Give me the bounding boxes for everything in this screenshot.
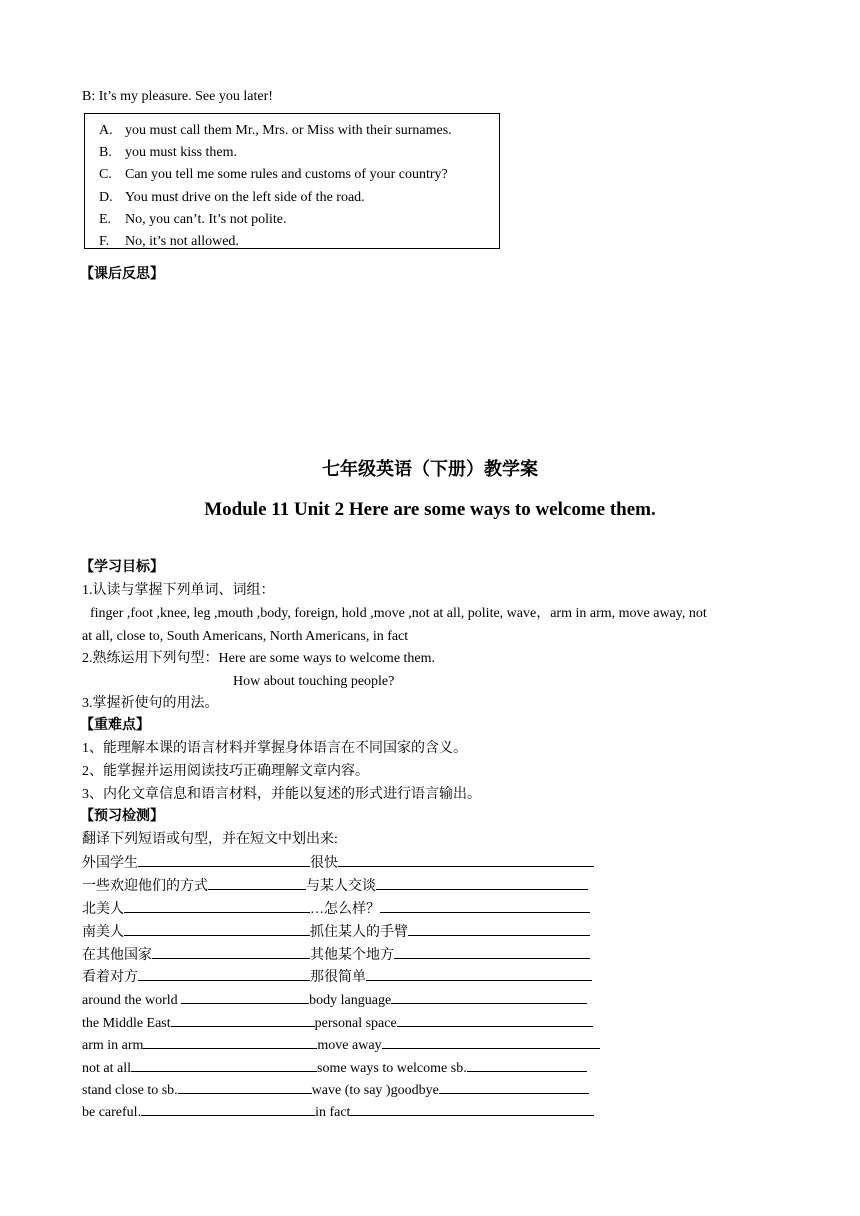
key-points-heading: 【重难点】 <box>80 718 150 733</box>
goal-item-2: 2.熟练运用下列句型：Here are some ways to welcome them. <box>82 651 436 666</box>
translation-row: 外国学生 很快 <box>82 853 594 873</box>
answer-blank[interactable] <box>171 1013 315 1027</box>
option-c: C. Can you tell me some rules and customs of your country? <box>99 167 448 182</box>
answer-blank[interactable] <box>124 899 310 913</box>
answer-blank[interactable] <box>138 853 310 867</box>
goal-item-3: 3.掌握祈使句的用法。 <box>82 696 219 711</box>
translation-row: 北美人 …怎么样？ <box>82 899 590 919</box>
goal-item-2-sentence-b: How about touching people? <box>233 674 395 689</box>
answer-blank[interactable] <box>131 1058 317 1072</box>
reflection-heading: 【课后反思】 <box>80 267 164 282</box>
page-title: 七年级英语（下册）教学案 <box>322 459 538 479</box>
option-d: D. You must drive on the left side of the road. <box>99 190 365 205</box>
translation-row: 在其他国家 其他某个地方 <box>82 945 590 965</box>
answer-blank[interactable] <box>380 899 590 913</box>
answer-blank[interactable] <box>376 876 588 890</box>
answer-blank[interactable] <box>138 967 310 981</box>
answer-blank[interactable] <box>391 990 587 1004</box>
answer-blank[interactable] <box>152 945 310 959</box>
dialogue-line: B: It’s my pleasure. See you later! <box>82 89 273 104</box>
goal-item-1: 1.认读与掌握下列单词、词组： <box>82 583 275 598</box>
answer-blank[interactable] <box>141 1102 315 1116</box>
key-point-3: 3、内化文章信息和语言材料，并能以复述的形式进行语言输出。 <box>82 787 481 802</box>
translation-row: not at all some ways to welcome sb. <box>82 1058 587 1078</box>
option-a: A. you must call them Mr., Mrs. or Miss with their surnames. <box>99 123 452 138</box>
answer-blank[interactable] <box>397 1013 593 1027</box>
goal-words-line-2: at all, close to, South Americans, North Americans, in fact <box>82 629 409 644</box>
preview-instruction: 翻译下列短语或句型，并在短文中划出来: <box>82 832 338 847</box>
key-point-2: 2、能掌握并运用阅读技巧正确理解文章内容。 <box>82 764 369 779</box>
options-box <box>84 113 500 249</box>
goal-words-line-1: finger ,foot ,knee, leg ,mouth ,body, foreign, hold ,move ,not at all, polite, wave，arm in arm, move away, not <box>90 606 707 621</box>
answer-blank[interactable] <box>181 990 309 1004</box>
answer-blank[interactable] <box>394 945 590 959</box>
option-e: E. No, you can’t. It’s not polite. <box>99 212 287 227</box>
answer-blank[interactable] <box>178 1080 312 1094</box>
answer-blank[interactable] <box>382 1035 600 1049</box>
translation-row: 南美人 抓住某人的手臂 <box>82 922 590 942</box>
translation-row: 一些欢迎他们的方式 与某人交谈 <box>82 876 588 896</box>
translation-row: 看着对方 那很简单 <box>82 967 592 987</box>
answer-blank[interactable] <box>366 967 592 981</box>
option-b: B. you must kiss them. <box>99 145 238 160</box>
answer-blank[interactable] <box>143 1035 317 1049</box>
answer-blank[interactable] <box>467 1058 587 1072</box>
answer-blank[interactable] <box>208 876 306 890</box>
option-f: F. No, it’s not allowed. <box>99 234 239 249</box>
answer-blank[interactable] <box>408 922 590 936</box>
translation-row: arm in arm move away <box>82 1035 600 1055</box>
translation-row: be careful. in fact <box>82 1102 594 1122</box>
goals-heading: 【学习目标】 <box>80 560 164 575</box>
translation-row: the Middle East personal space <box>82 1013 593 1033</box>
translation-row: stand close to sb. wave (to say )goodbye <box>82 1080 589 1100</box>
answer-blank[interactable] <box>439 1080 589 1094</box>
answer-blank[interactable] <box>124 922 310 936</box>
key-point-1: 1、能理解本课的语言材料并掌握身体语言在不同国家的含义。 <box>82 741 467 756</box>
page-subtitle: Module 11 Unit 2 Here are some ways to welcome them. <box>204 499 656 520</box>
preview-heading: 【预习检测】 <box>80 809 164 824</box>
translation-row: around the world body language <box>82 990 587 1010</box>
answer-blank[interactable] <box>338 853 594 867</box>
answer-blank[interactable] <box>350 1102 594 1116</box>
